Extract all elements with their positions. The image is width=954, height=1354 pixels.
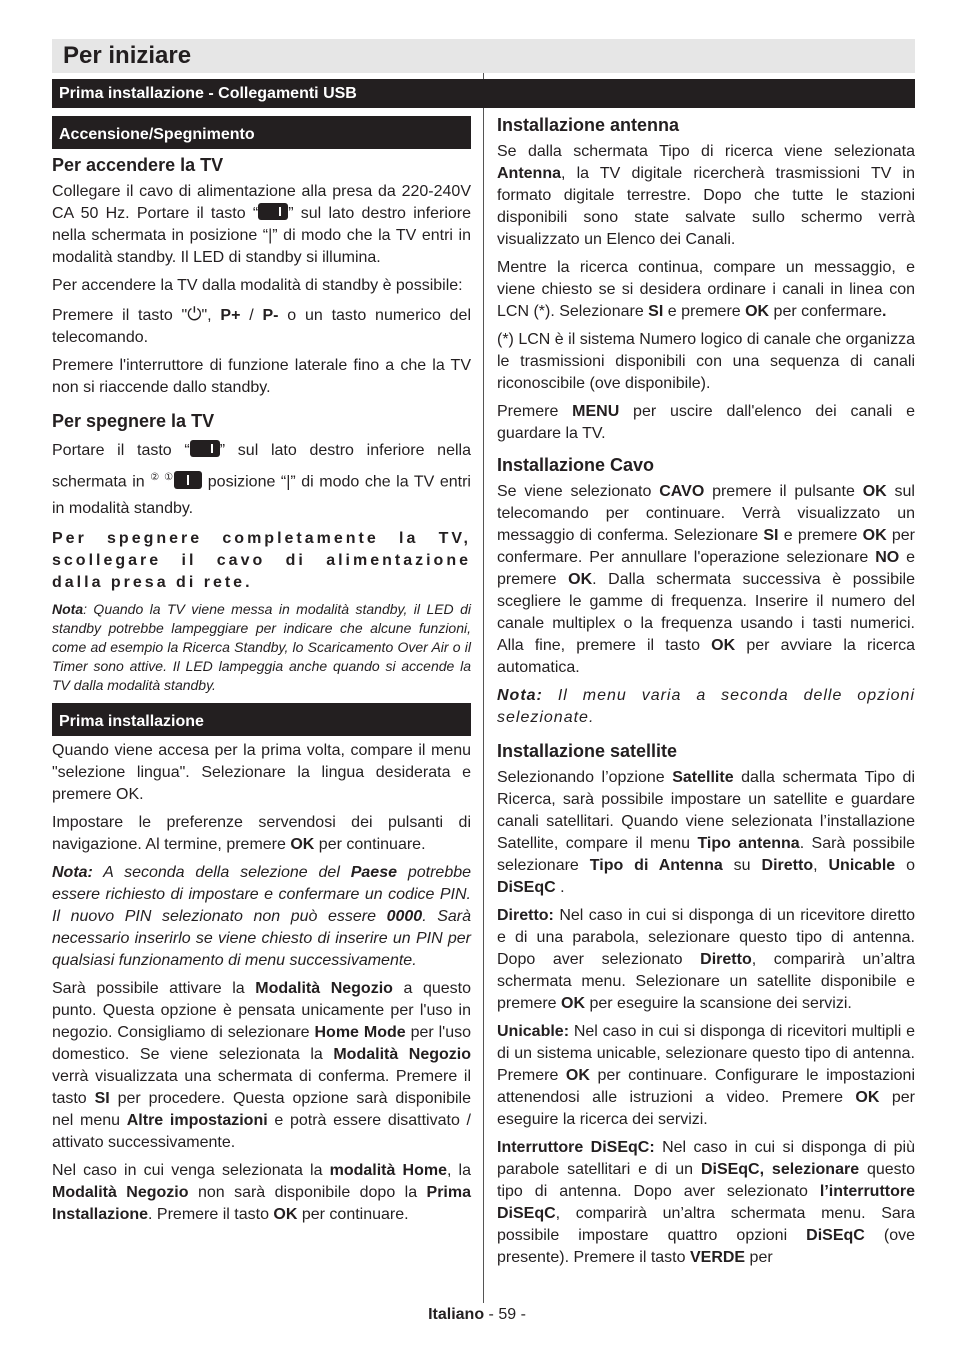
section-title: Prima installazione - Collegamenti USB: [59, 85, 357, 102]
page-title-bar: [52, 39, 915, 73]
paragraph: Mentre la ricerca continua, compare un messaggio, e viene chiesto se si desidera ordinare i canali in linea con LCN (*). Selezionare SI e premere OK per confermare.: [497, 259, 915, 320]
paragraph: Premere il tasto "⏻", P+ / P- o un tasto numerico del telecomando.: [52, 304, 472, 346]
section-header: [52, 79, 915, 108]
paragraph: Se viene selezionato CAVO premere il pulsante OK sul telecomando per continuare. Verrà visualizzato un messaggio di conferma. Selezionare SI e premere OK per confermare. Per annullare l'operazione selezionare NO e premere OK. Dalla schermata successiva è possibile scegliere le gamme di frequenza. Inserire il numero del canale multiplex o la frequenza usando i tasti numerici. Alla fine, premere il tasto OK per avviare la ricerca automatica.: [497, 483, 916, 676]
power-switch-icon: [190, 440, 220, 457]
footer-language: Italiano: [428, 1306, 485, 1323]
satellite-heading: Installazione satellite: [497, 741, 678, 761]
power-switch-icon: [258, 203, 288, 220]
paragraph: Impostare le preferenze servendosi dei pulsanti di navigazione. Al termine, premere OK per continuare.: [52, 814, 471, 854]
paragraph: (*) LCN è il sistema Numero logico di canale che organizza le trasmissioni disponibili con una sequenza di canali riconoscibile (ove disponibile).: [497, 331, 915, 392]
page-number: - 59 -: [484, 1306, 526, 1323]
switch-position-markers: ② ①: [150, 472, 175, 483]
first-install-section-header: Prima installazione: [52, 703, 471, 736]
power-icon: ⏻: [187, 304, 202, 324]
paragraph: Premere MENU per uscire dall'elenco dei canali e guardare la TV.: [497, 403, 916, 442]
power-on-heading: Per accendere la TV: [52, 155, 224, 175]
power-section-header: Accensione/Spegnimento: [52, 116, 471, 149]
page-title: Per iniziare: [63, 42, 192, 69]
power-switch-position-icon: [174, 471, 202, 489]
cable-heading: Installazione Cavo: [497, 455, 655, 475]
paragraph: Interruttore DiSEqC: Nel caso in cui si disponga di più parabole satellitari e di un DiSEqC, selezionare questo tipo di antenna. Dopo aver selezionato l’interruttore DiSEqC, comparirà un’altra schermata menu. Sara possibile impostare quattro opzioni DiSEqC (ove presente). Premere il tasto VERDE per: [497, 1139, 916, 1266]
paragraph: Selezionando l’opzione Satellite dalla schermata Tipo di Ricerca, sarà possibile impostare un satellite e guardare canali satellitari. Quando viene selezionata l’installazione Satellite, compare il menu Tipo antenna. Sarà possibile selezionare Tipo di Antenna su Diretto, Unicable o DiSEqC .: [497, 769, 916, 896]
paragraph-warning: Per spegnere completamente la TV, scollegare il cavo di alimentazione dalla presa di rete.: [52, 530, 471, 592]
column-divider: [483, 73, 484, 1303]
page-footer: [0, 1306, 954, 1324]
paragraph: Quando viene accesa per la prima volta, compare il menu "selezione lingua". Selezionare la lingua desiderata e premere OK.: [52, 742, 471, 804]
paragraph: Nel caso in cui venga selezionata la modalità Home, la Modalità Negozio non sarà disponibile dopo la Prima Installazione. Premere il tasto OK per continuare.: [52, 1162, 472, 1224]
note: Nota: A seconda della selezione del Paese potrebbe essere richiesto di impostare e confermare un codice PIN. Il nuovo PIN selezionato non può essere 0000. Sarà necessario inserirlo se viene chiesto di inserire un PIN per qualsiasi funzionamento di menu successivamente.: [52, 864, 472, 970]
note: Nota: Quando la TV viene messa in modalità standby, il LED di standby potrebbe lampeggiare per indicare che alcune funzioni, come ad esempio la Ricerca Standby, lo Scaricamento Over Air o il Timer sono attive. Il LED lampeggia anche quando si accende la TV dalla modalità standby.: [52, 601, 471, 694]
right-column: [497, 113, 915, 1275]
paragraph: Diretto: Nel caso in cui si disponga di un ricevitore diretto e di una parabola, selezionare questo tipo di antenna. Dopo aver selezionato Diretto, comparirà un’altra schermata menu. Selezionare un satellite disponibile e premere OK per eseguire la scansione dei servizi.: [497, 907, 915, 1012]
paragraph: Premere l'interruttore di funzione laterale fino a che la TV non si riaccende dallo standby.: [52, 357, 471, 396]
paragraph: Unicable: Nel caso in cui si disponga di ricevitori multipli e di un sistema unicable, selezionare questo tipo di antenna. Premere OK per continuare. Configurare le impostazioni attenendosi alle istruzioni a video. Premere OK per eseguire la ricerca dei servizi.: [497, 1023, 916, 1128]
paragraph: Sarà possibile attivare la Modalità Negozio a questo punto. Questa opzione è pensata unicamente per l'uso in negozio. Consigliamo di selezionare Home Mode per l'uso domestico. Se viene selezionata la Modalità Negozio verrà visualizzata una schermata di conferma. Premere il tasto SI per procedere. Questa opzione sarà disponibile nel menu Altre impostazioni e potrà essere disattivato / attivato successivamente.: [52, 980, 472, 1152]
left-column: [52, 116, 471, 1232]
power-off-heading: Per spegnere la TV: [52, 411, 215, 431]
paragraph: Se dalla schermata Tipo di ricerca viene selezionata Antenna, la TV digitale ricercherà trasmissioni TV in formato digitale terrestre. Dopo che tutte le stazioni disponibili sono state salvate sullo schermo verrà visualizzato un Elenco dei Canali.: [497, 143, 915, 248]
antenna-heading: Installazione antenna: [497, 115, 680, 135]
paragraph: Portare il tasto “ ” sul lato destro inferiore nella schermata in ② ① posizione “|” di modo che la TV entri in modalità standby.: [52, 442, 471, 518]
paragraph: Collegare il cavo di alimentazione alla presa da 220-240V CA 50 Hz. Portare il tasto “ ” sul lato destro inferiore nella schermata in posizione “|” di modo che la TV entri in modalità standby. Il LED di standby si illumina.: [52, 183, 472, 266]
note: Nota: Il menu varia a seconda delle opzioni selezionate.: [497, 687, 915, 726]
paragraph: Per accendere la TV dalla modalità di standby è possibile:: [52, 277, 463, 294]
